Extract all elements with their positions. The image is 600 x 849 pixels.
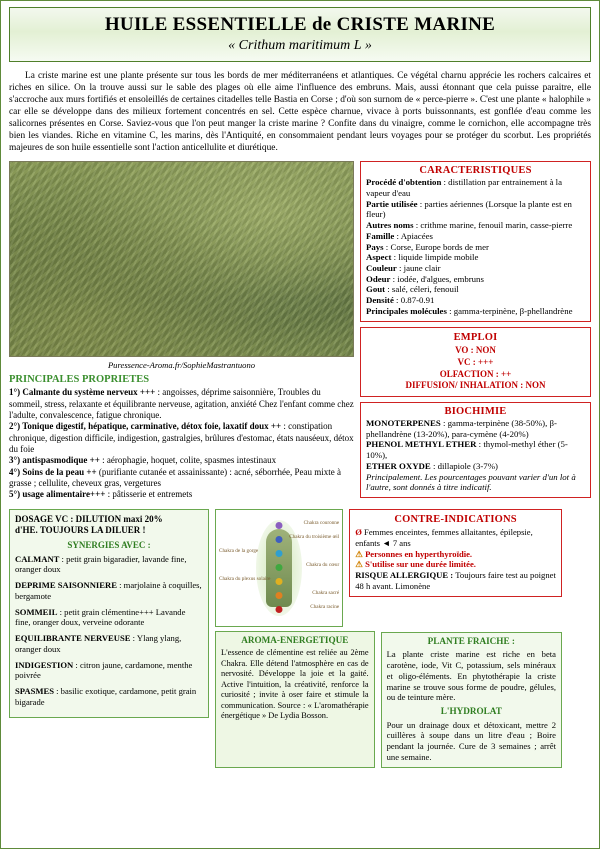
characteristic-row: Principales molécules : gamma-terpinène, β-phellandrène (366, 305, 573, 316)
characteristic-row: Autres noms : crithme marine, fenouil marin, casse-pierre (366, 220, 573, 231)
right-column (360, 161, 591, 503)
chakra-label: Chakra du plexus solaire (219, 575, 271, 582)
properties-heading: PRINCIPALES PROPRIETES (9, 374, 150, 386)
property-item: 5°) usage alimentaire+++ : pâtisserie et entremets (9, 489, 193, 500)
dosage-column (9, 509, 209, 768)
photo-caption: Puressence-Aroma.fr/SophieMastrantuono (107, 360, 256, 371)
aroma-text: L'essence de clémentine est reliée au 2ème Chakra. Elle détend l'atmosphère en cas de nervosité. Développe la joie et la gaité. Active l'intuition, la créativité, renforce la curiosité ; invite à oser faire et stimule la communication. Source : « L'aromathérapie énergétique » De Lydia Bosson. (221, 648, 369, 721)
ci-row: Ø Femmes enceintes, femmes allaitantes, épilepsie, enfants ◄ 7 ans (355, 527, 533, 548)
ci-row: ⚠ Personnes en hyperthyroïdie. (355, 548, 473, 559)
contre-indications-box (349, 509, 562, 597)
chakra-dot (276, 606, 283, 613)
synergy-item: EQUILIBRANTE NERVEUSE : Ylang ylang, oranger doux (15, 633, 182, 654)
characteristic-row: Densité : 0.87-0.91 (366, 295, 435, 306)
biochimie-list (366, 418, 585, 493)
characteristics-list (366, 177, 585, 316)
chakra-label: Chakra racine (310, 603, 340, 610)
page-title: HUILE ESSENTIELLE de CRISTE MARINE (104, 14, 496, 35)
biochimie-note: Principalement. Les pourcentages pouvant varier d'un lot à l'autre, sont donnés à titre indicatif. (366, 471, 576, 493)
chakra-dot (276, 536, 283, 543)
characteristic-row: Famille : Apiacées (366, 230, 433, 241)
chakra-dot (276, 564, 283, 571)
hydrolat-block (387, 706, 556, 762)
emploi-row: DIFFUSION/ INHALATION : NON (405, 380, 546, 391)
page-subtitle: « Crithum maritimum L » (228, 38, 372, 53)
characteristic-row: Procédé d'obtention : distillation par entrainement à la vapeur d'eau (366, 177, 563, 198)
chakra-and-ci (215, 509, 562, 627)
plante-title: PLANTE FRAICHE : (427, 635, 515, 646)
biochimie-box (360, 402, 591, 498)
ci-row: RISQUE ALLERGIQUE : Toujours faire test au poignet 48 h avant. Limonène (355, 570, 556, 591)
characteristic-row: Partie utilisée : parties aériennes (Lorsque la plante est en fleur) (366, 198, 572, 220)
dosage-box (9, 509, 209, 718)
characteristics-title: CARACTERISTIQUES (419, 165, 532, 177)
characteristic-row: Odeur : iodée, d'algues, embruns (366, 273, 484, 284)
property-item: 1°) Calmante du système nerveux +++ : angoisses, déprime saisonnière, Troubles du sommeil, stress, relaxante et équilibrante nerveuse, agitation, anxiété Chez l'enfant comme chez l'adulte, convalescence, fatigue chronique. (9, 387, 354, 420)
chakra-label: Chakra sacré (312, 589, 340, 596)
left-column (9, 161, 354, 503)
characteristics-box (360, 161, 591, 321)
characteristic-row: Pays : Corse, Europe bords de mer (366, 241, 489, 252)
property-item: 3°) antispasmodique ++ : aérophagie, hoquet, colite, spasmes intestinaux (9, 455, 277, 466)
chakra-label: Chakra de la gorge (219, 547, 259, 554)
emploi-row: OLFACTION : ++ (439, 368, 512, 379)
chakra-dot (276, 522, 283, 529)
chakra-dot (276, 550, 283, 557)
aroma-title: AROMA-ENERGETIQUE (241, 634, 349, 645)
biochimie-row: ETHER OXYDE : dillapiole (3-7%) (366, 460, 498, 471)
biochimie-row: PHENOL METHYL ETHER : thymol-methyl éther (5-10%), (366, 439, 568, 461)
emploi-box (360, 327, 591, 397)
bottom-section (9, 509, 591, 768)
synergy-item: CALMANT : petit grain bigaradier, lavande fine, oranger doux (15, 553, 187, 575)
synergies-title: SYNERGIES AVEC : (67, 540, 151, 551)
property-item: 2°) Tonique digestif, hépatique, carminative, détox foie, laxatif doux ++ : constipation chronique, digestion difficile, indigestion, gastralgies, brûlures d'estomac, états nauséeux, détox du foie (9, 421, 354, 454)
emploi-row: VC : +++ (457, 356, 494, 367)
emploi-title: EMPLOI (453, 331, 498, 343)
plante-fraiche-box (381, 632, 562, 768)
biochimie-row: MONOTERPENES : gamma-terpinène (38-50%), β-phellandrène (13-20%), para-cymène (4-20%) (366, 417, 557, 439)
emploi-row: VO : NON (455, 345, 496, 356)
characteristic-row: Couleur : jaune clair (366, 262, 441, 273)
title-banner (9, 7, 591, 62)
plante-column (381, 627, 562, 768)
contre-indications-column (349, 509, 562, 627)
synergy-item: SOMMEIL : petit grain clémentine+++ Lavande fine, oranger doux, verveine odorante (15, 606, 186, 628)
hydrolat-text: Pour un drainage doux et détoxicant, mettre 2 cuillères à soupe dans un litre d'eau ; Boire pendant la journée. Cure de 3 semaines ; arrêt une semaine. (386, 719, 556, 762)
property-item: 4°) Soins de la peau ++ (purifiante cutanée et assainissante) : acné, séborrhée, Peau mixte à grasse ; cellulite, cheveux gras, vergetures (9, 466, 342, 488)
plante-text: La plante criste marine est riche en beta carotène, iode, Vit C, potassium, sels minéraux et oligo-éléments. En phytothérapie la criste marine se trouve sous forme de poudre, gélules, ou de teinture mère. (386, 649, 556, 703)
chakra-label: Chakra du troisième œil (289, 533, 340, 540)
chakra-label: Chakra couronne (303, 519, 340, 526)
chakra-diagram (215, 509, 343, 627)
intro-paragraph: La criste marine est une plante présente sur tous les bords de mer méditerranéens et atlantiques. Ce végétal charnu apprécie les rochers calcaires et riches en silice. On la trouve aussi sur le sable des plages où elle aime l'influence des embruns. Mais, aussi étonnant que cela puisse paraitre, elle s'accroche aux murs fortifiés et ensoleillés de certaines citadelles telle Bastia en Corse ; d'où son surnom de « perce-pierre ». C'est une plante « halophile » car elle se développe dans des milieux fortement concentrés en sel. Cette espèce charnue, vivace à ports buissonnants, est gonflée d'eau comme les salicornes présentes en Corse. Saviez-vous que l'on peut manger la criste marine ? Confite dans du vinaigre, comme le cornichon, elle accompagne très bien les viandes. Riche en vitamine C, les marins, dès l'Antiquité, en consommaient pendant leurs voyages pour se protéger du scorbut. Les propriétés majeures de son huile essentielle sont l'action anticellulite et diurétique. (9, 71, 591, 154)
ci-row: ⚠ S'utilise sur une durée limitée. (355, 559, 476, 570)
plant-photo (9, 161, 354, 357)
biochimie-title: BIOCHIMIE (444, 405, 507, 417)
main-columns (9, 161, 591, 503)
synergy-item: DEPRIME SAISONNIERE : marjolaine à coquilles, bergamote (15, 580, 202, 601)
chakra-dot (276, 578, 283, 585)
dosage-title: DOSAGE VC : DILUTION maxi 20% d'HE. TOUJOURS LA DILUER ! (15, 513, 163, 536)
hydrolat-title: L'HYDROLAT (440, 706, 502, 717)
properties-list (9, 387, 354, 500)
chakra-label: Chakra du cœur (306, 561, 340, 568)
chakra-dot (276, 592, 283, 599)
contre-indications-title: CONTRE-INDICATIONS (394, 513, 517, 525)
characteristic-row: Gout : salé, céleri, fenouil (366, 284, 459, 295)
aroma-and-plante (215, 627, 562, 768)
synergy-item: INDIGESTION : citron jaune, cardamone, menthe poivrée (15, 659, 193, 681)
synergy-item: SPASMES : basilic exotique, cardamone, petit grain bigarade (15, 686, 197, 707)
characteristic-row: Aspect : liquide limpide mobile (366, 252, 479, 263)
right-bottom-column (215, 509, 562, 768)
aroma-energetique-box (215, 631, 375, 768)
